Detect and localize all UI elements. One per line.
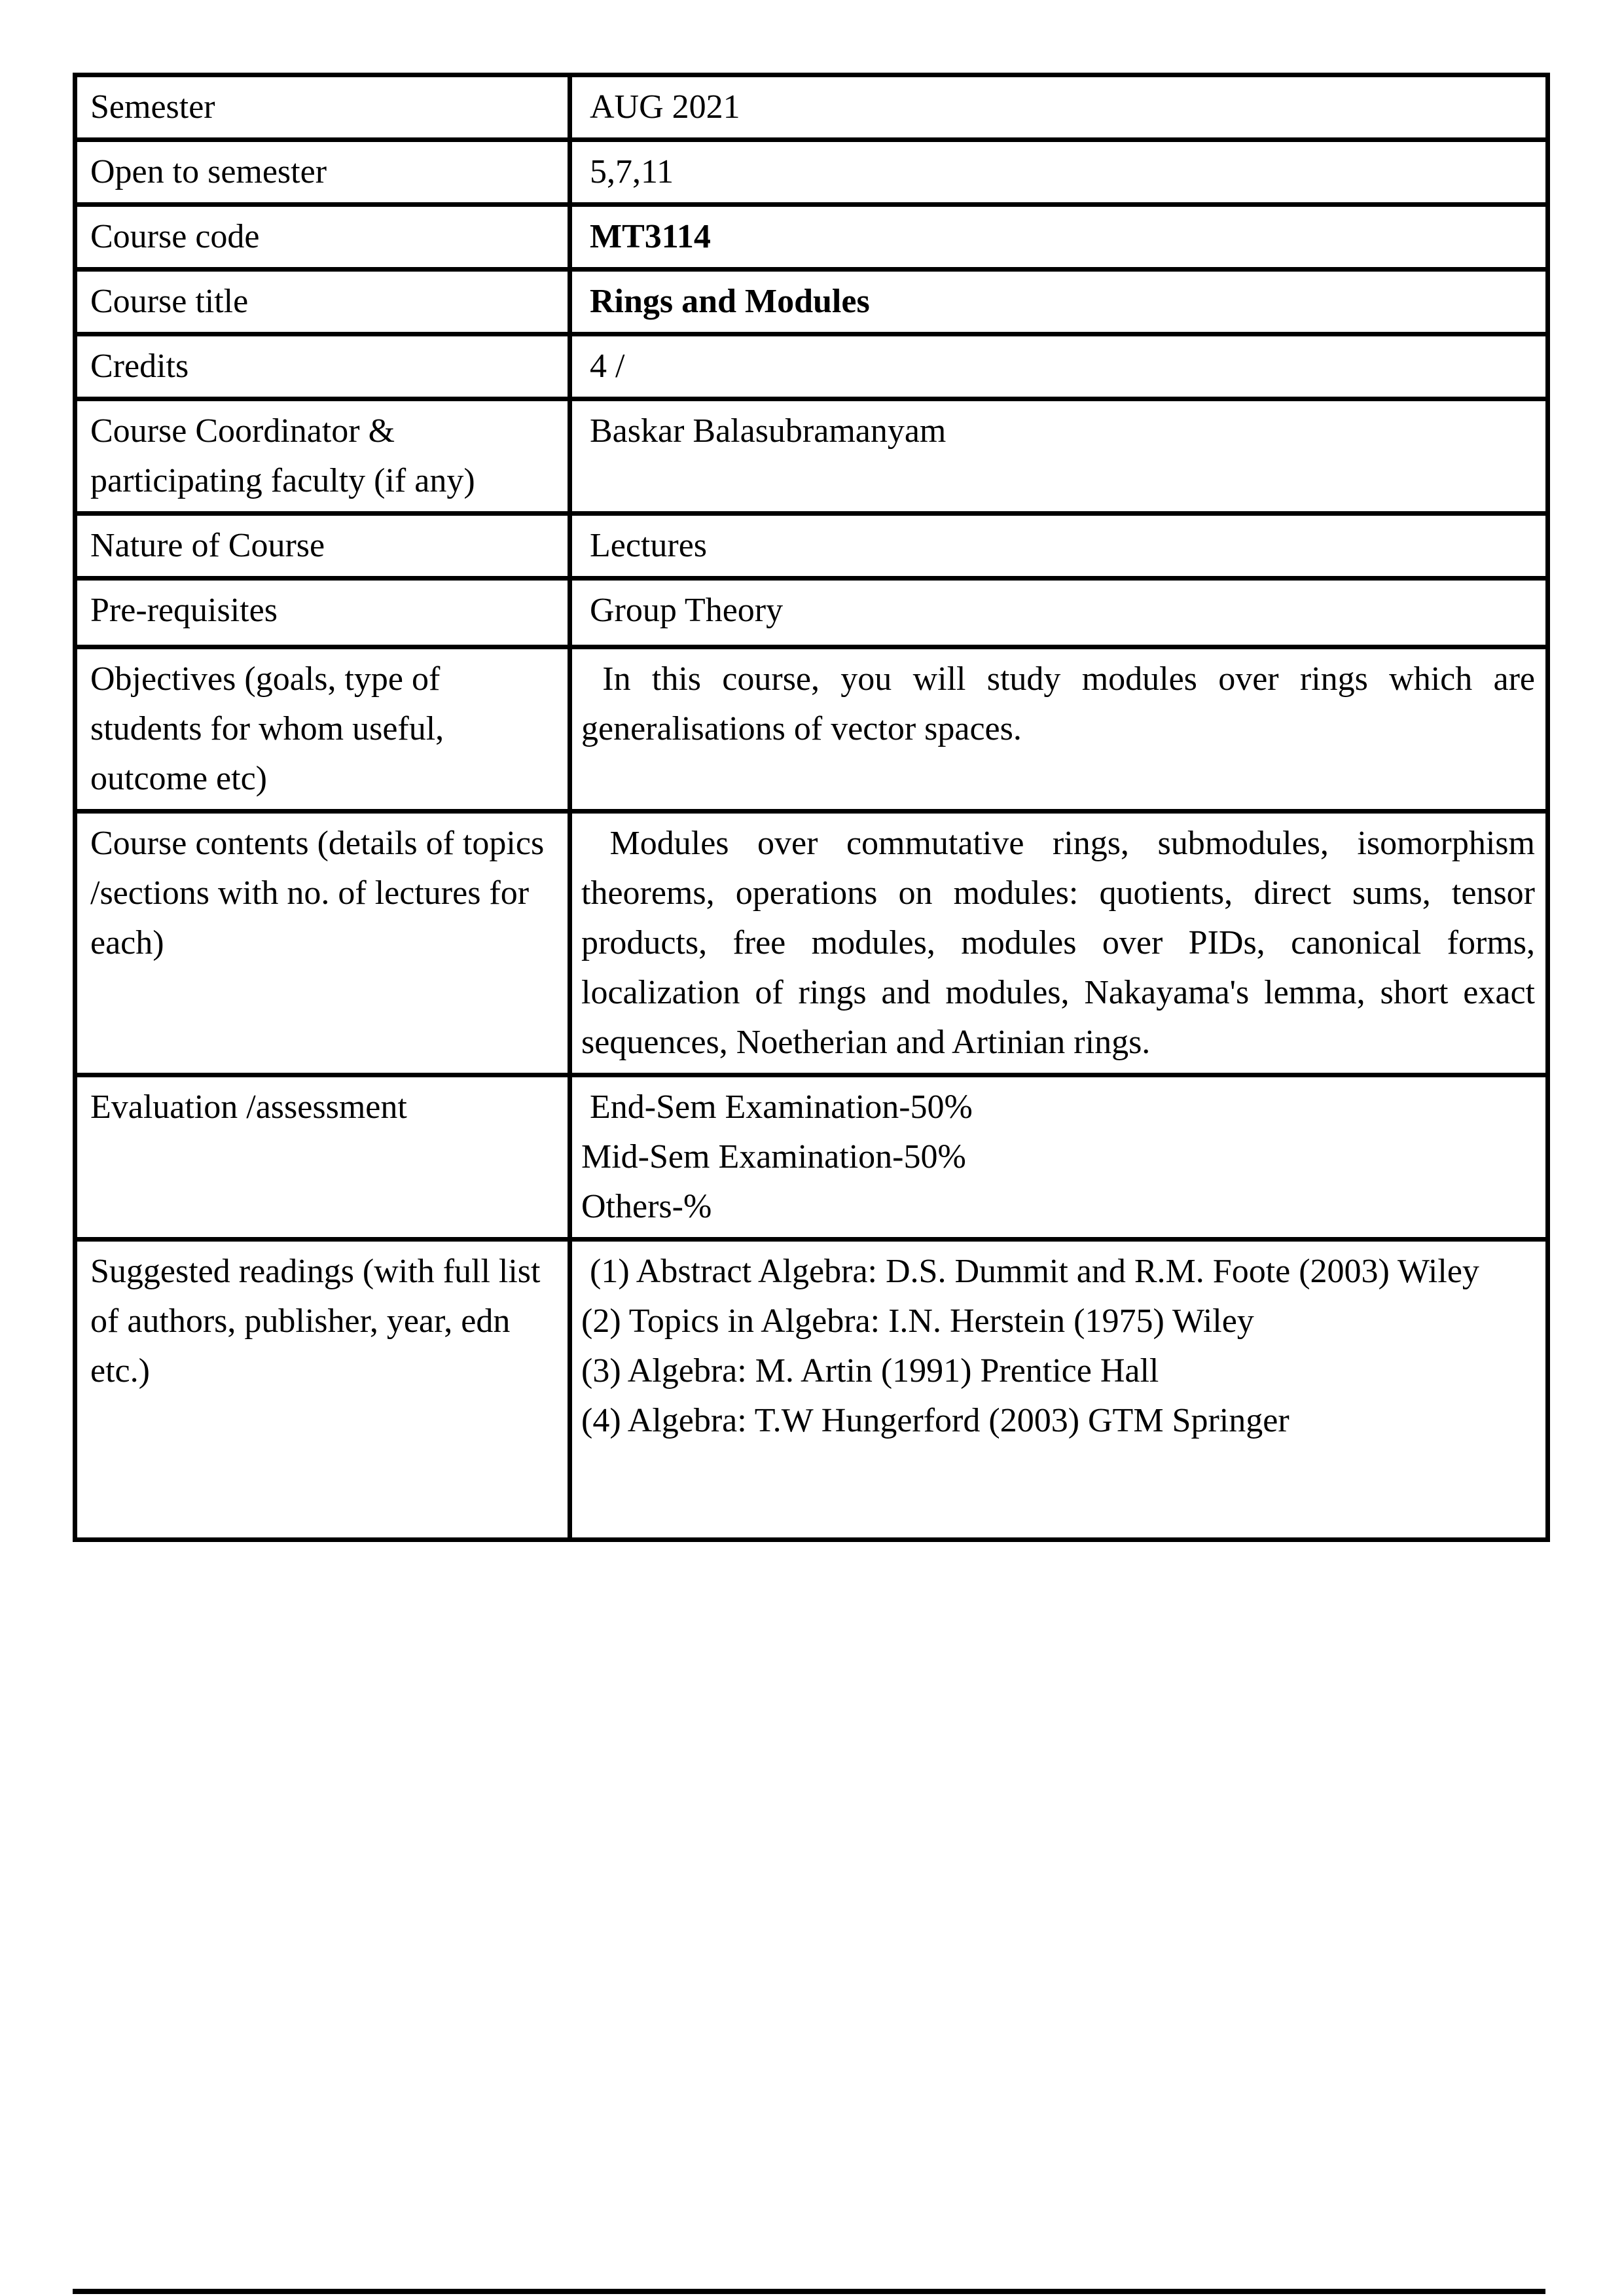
coordinator-value: Baskar Balasubramanyam [570, 399, 1548, 514]
course-contents-label: Course contents (details of topics /sections with no. of lectures for each) [75, 812, 570, 1075]
table-row-course-code [75, 205, 1548, 270]
reading-item-3: (3) Algebra: M. Artin (1991) Prentice Hall [581, 1352, 1159, 1390]
coordinator-label: Course Coordinator & participating faculty (if any) [75, 399, 570, 514]
semester-label: Semester [75, 75, 570, 140]
evaluation-label: Evaluation /assessment [75, 1075, 570, 1240]
open-to-semester-value: 5,7,11 [570, 140, 1548, 205]
table-row-credits [75, 334, 1548, 399]
prerequisites-value: Group Theory [570, 579, 1548, 647]
reading-item-2: (2) Topics in Algebra: I.N. Herstein (1975) Wiley [581, 1302, 1254, 1340]
table-row-coordinator [75, 399, 1548, 514]
reading-item-1: (1) Abstract Algebra: D.S. Dummit and R.M. Foote (2003) Wiley [581, 1253, 1479, 1290]
nature-of-course-label: Nature of Course [75, 514, 570, 579]
course-title-label: Course title [75, 270, 570, 334]
course-contents-value: Modules over commutative rings, submodules, isomorphism theorems, operations on modules: quotients, direct sums, tensor products, free modules, modules over PIDs, canonical forms, localization of rings and modules, Nakayama's lemma, short exact sequences, Noetherian and Artinian rings. [570, 812, 1548, 1075]
table-row-semester [75, 75, 1548, 140]
semester-value: AUG 2021 [570, 75, 1548, 140]
credits-value: 4 / [570, 334, 1548, 399]
table-row-course-title [75, 270, 1548, 334]
nature-of-course-value: Lectures [570, 514, 1548, 579]
evaluation-line-endsem: End-Sem Examination-50% [581, 1088, 973, 1126]
page-bottom-rule [73, 2289, 1545, 2294]
evaluation-value [570, 1075, 1548, 1240]
table-row-nature-of-course [75, 514, 1548, 579]
table-row-prerequisites [75, 579, 1548, 647]
objectives-label: Objectives (goals, type of students for whom useful, outcome etc) [75, 647, 570, 812]
table-row-suggested-readings [75, 1240, 1548, 1540]
course-title-value: Rings and Modules [570, 270, 1548, 334]
course-code-label: Course code [75, 205, 570, 270]
objectives-value: In this course, you will study modules over rings which are generalisations of vector spaces. [570, 647, 1548, 812]
credits-label: Credits [75, 334, 570, 399]
evaluation-line-midsem: Mid-Sem Examination-50% [581, 1138, 966, 1175]
table-row-open-to-semester [75, 140, 1548, 205]
table-row-objectives [75, 647, 1548, 812]
course-info-table [73, 73, 1550, 1542]
suggested-readings-label: Suggested readings (with full list of authors, publisher, year, edn etc.) [75, 1240, 570, 1540]
open-to-semester-label: Open to semester [75, 140, 570, 205]
evaluation-line-others: Others-% [581, 1188, 712, 1225]
prerequisites-label: Pre-requisites [75, 579, 570, 647]
course-code-value: MT3114 [570, 205, 1548, 270]
reading-item-4: (4) Algebra: T.W Hungerford (2003) GTM Springer [581, 1402, 1290, 1439]
table-row-course-contents [75, 812, 1548, 1075]
table-row-evaluation [75, 1075, 1548, 1240]
suggested-readings-value [570, 1240, 1548, 1540]
